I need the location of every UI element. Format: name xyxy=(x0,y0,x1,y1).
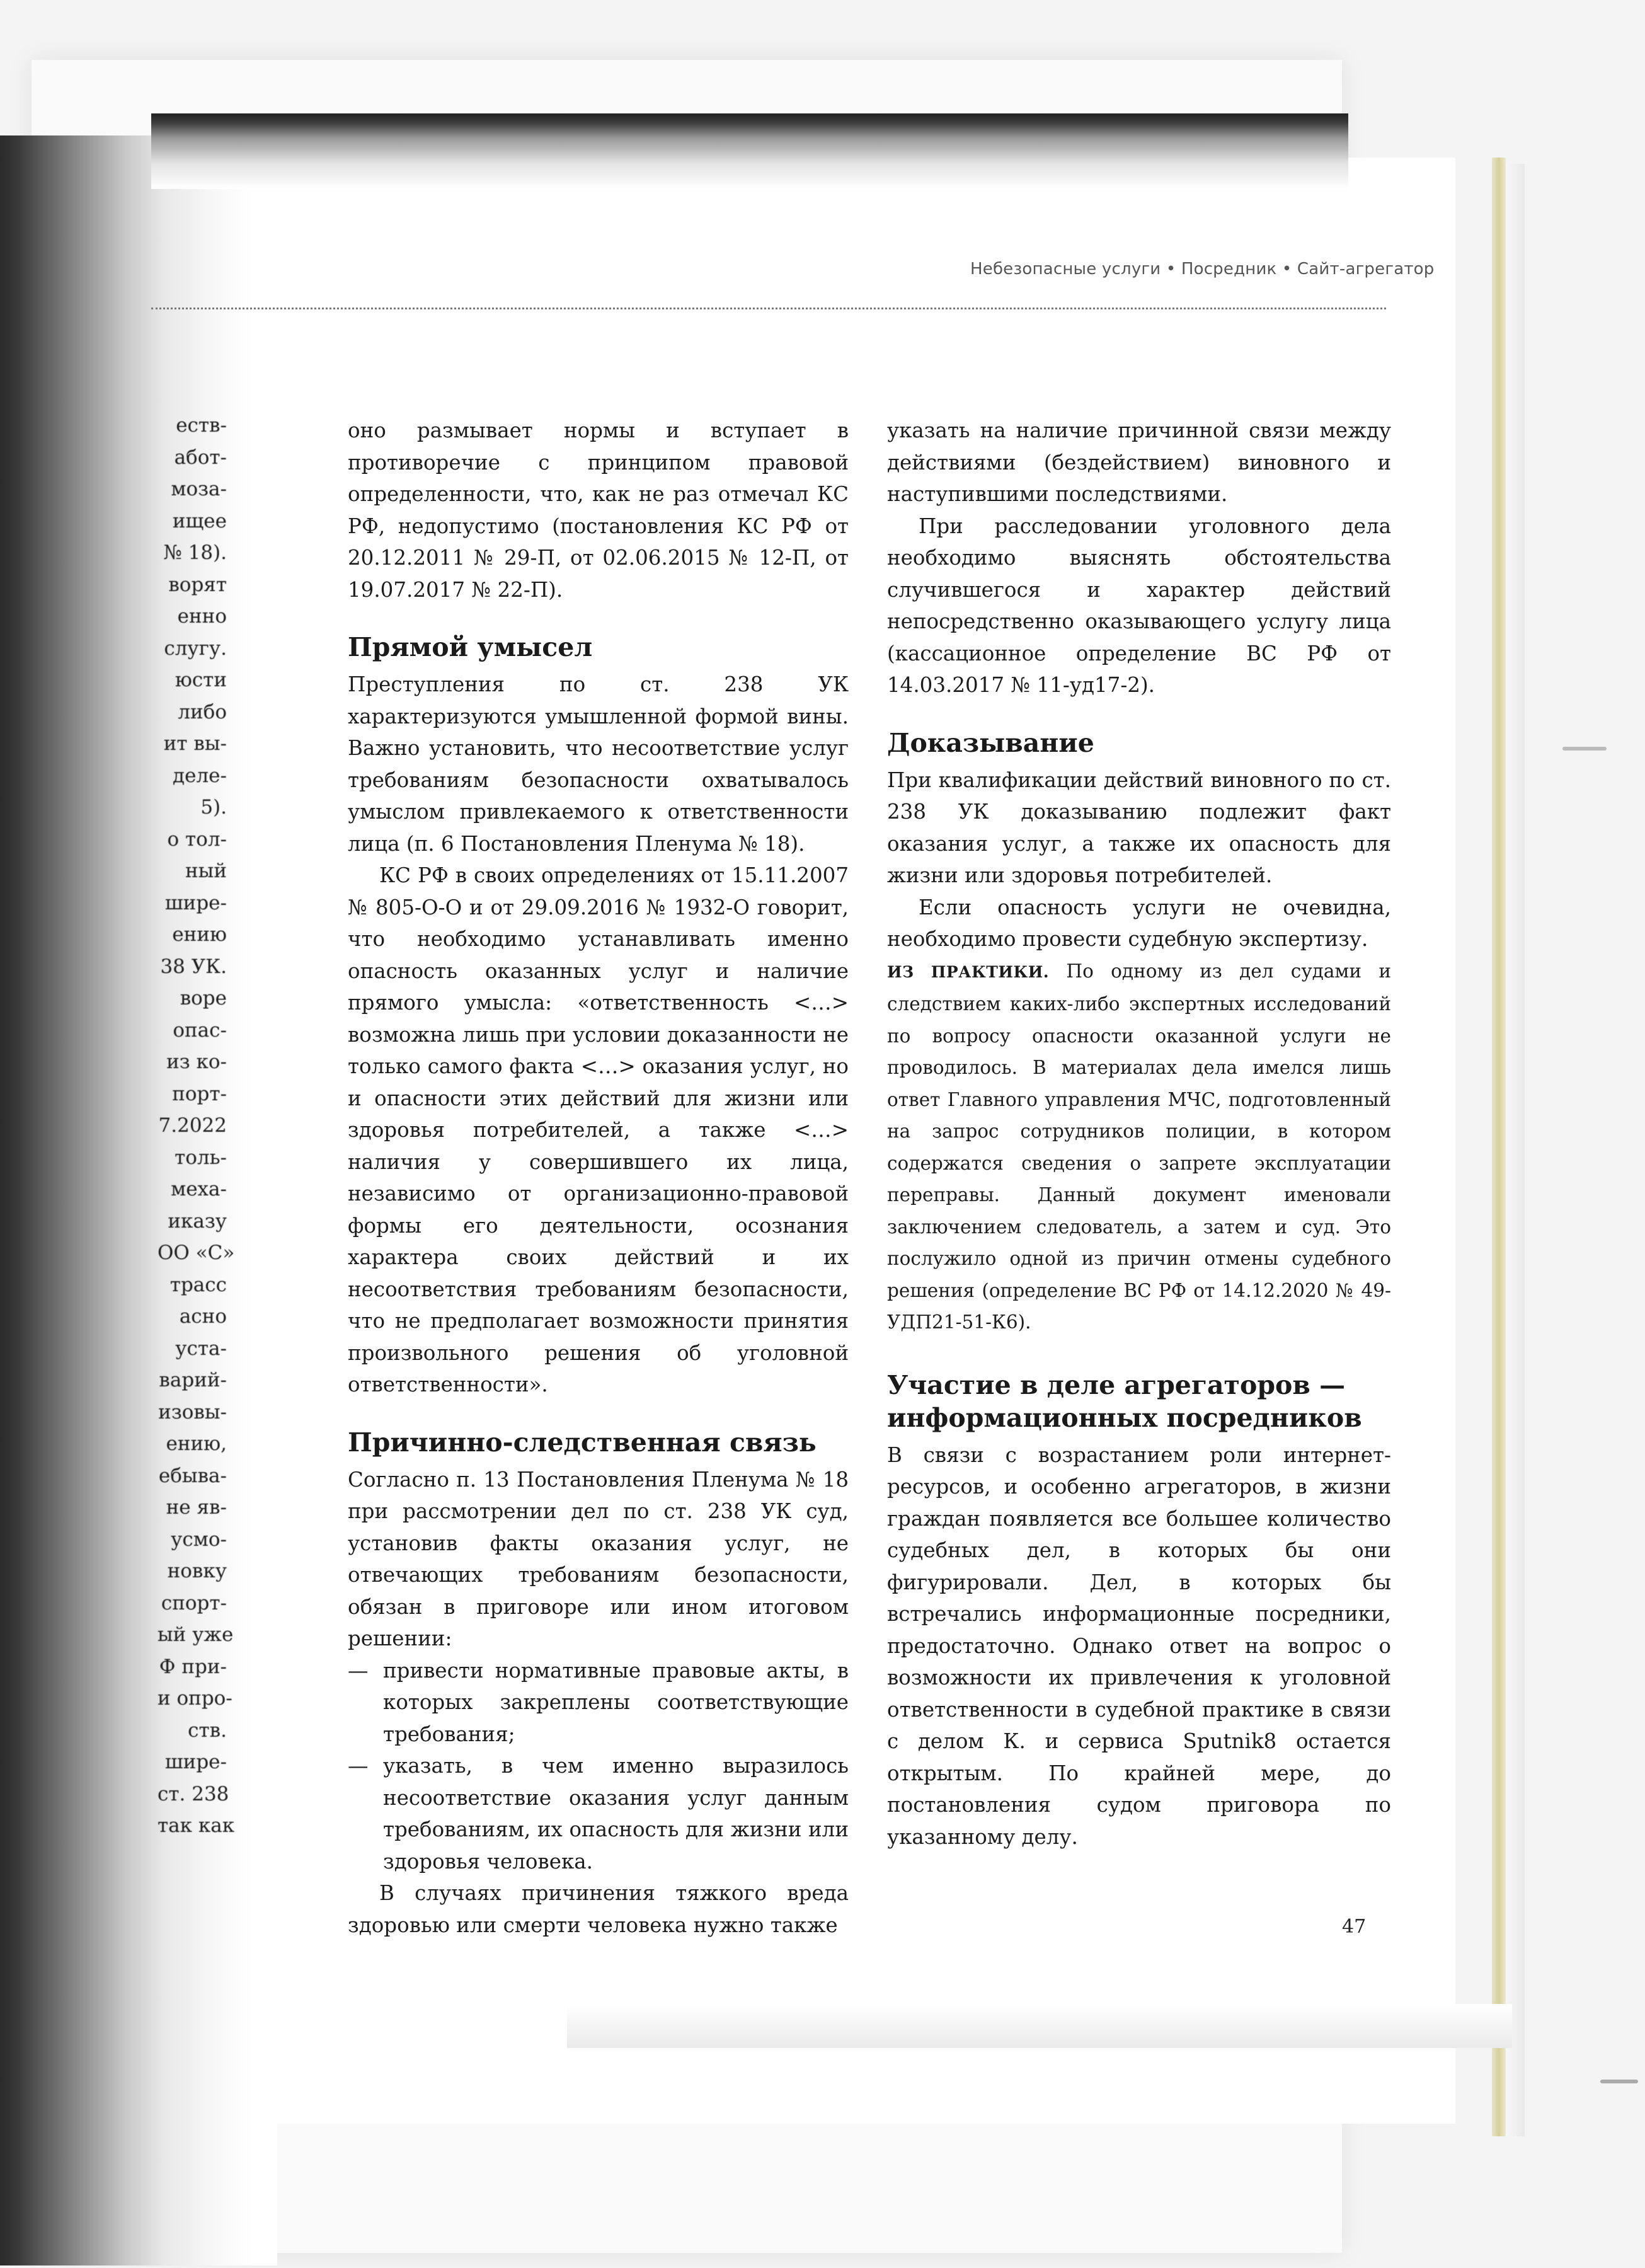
causal-paragraph-1: Согласно п. 13 Постановления Пленума № 18 при рассмотрении дел по ст. 238 УК суд, установив факты оказания услуг, не отвечающих требованиям безопасности, обязан в приговоре или ином итоговом решении: xyxy=(348,1467,849,1650)
prev-page-line: 5). xyxy=(200,796,227,819)
prev-page-line: опас- xyxy=(173,1018,227,1042)
prev-page-line: и опро- xyxy=(158,1687,232,1710)
page-number: 47 xyxy=(1342,1916,1367,1938)
aggregators-paragraph: В связи с возрастанием роли интернет-ресурсов, и особенно агрегаторов, в жизни граждан появляется все большее количество судебных дел, в которых бы они фигурировали. Дел, в которых бы встречались информационные посредники, предостаточно. Однако ответ на вопрос о возможности их привлечения к уголовной ответственности в судебной практике в связи с делом К. и сервиса Sputnik8 остается открытым. По крайней мере, до постановления судом приговора по указанному делу. xyxy=(887,1442,1391,1849)
previous-page-strip xyxy=(158,410,235,1859)
prev-page-line: еств- xyxy=(176,414,227,437)
prev-page-line: Ф при- xyxy=(159,1655,227,1678)
header-dotted-rule xyxy=(151,308,1386,309)
list-item-text: указать, в чем именно выразилось несоответствие оказания услуг данным требованиям, их опасность для жизни или здоровья человека. xyxy=(383,1754,849,1874)
prev-page-line: ворят xyxy=(168,573,227,596)
practice-text: По одному из дел судами и следствием каких-либо экспертных исследований по вопросу опасности оказанной услуги не проводилось. В материалах дела имелся лишь ответ Главного управления МЧС, подготовленный на запрос сотрудников полиции, в котором содержатся сведения о запрете эксплуатации переправы. Данный документ именовали заключением следователь, а затем и суд. Это послужило одной из причин отмены судебного решения (определение ВС РФ от 14.12.2020 № 49-УДП21-51-К6). xyxy=(887,960,1391,1333)
prev-page-line: шире- xyxy=(164,891,227,914)
prev-page-line: либо xyxy=(178,700,227,723)
prev-page-line: ит вы- xyxy=(163,732,227,755)
list-item-text: привести нормативные правовые акты, в которых закреплены соответствующие требования; xyxy=(383,1658,849,1746)
investigation-paragraph: При расследовании уголовного дела необходимо выяснять обстоятельства случившегося и характер действий непосредственно оказывающего услугу лица (кассационное определение ВС РФ от 14.03.2017 № 11-уд17-2). xyxy=(887,514,1391,697)
prev-page-line: изовы- xyxy=(158,1400,227,1424)
prev-page-line: не яв- xyxy=(166,1496,227,1519)
prev-page-line: ОО «С» xyxy=(158,1241,235,1264)
prev-page-line: юсти xyxy=(175,669,227,691)
prev-page-line: трасс xyxy=(169,1273,227,1296)
binding-shadow xyxy=(0,135,277,2265)
page-edge-right xyxy=(1492,158,1506,2136)
prev-page-line: ению, xyxy=(166,1432,227,1455)
scan-mark xyxy=(1600,2080,1638,2083)
prev-page-line: деле- xyxy=(173,764,227,787)
prev-page-line: ебыва- xyxy=(158,1464,227,1487)
proof-paragraph-1: При квалификации действий виновного по ст. 238 УК доказыванию подлежит факт оказания услуг, а также их опасность для жизни или здоровья потребителей. xyxy=(887,768,1391,887)
heading-proof: Доказывание xyxy=(887,727,1094,758)
intent-paragraph-1: Преступления по ст. 238 УК характеризуются умышленной формой вины. Важно установить, что несоответствие услуг требованиям безопасности охватывалось умыслом привлекаемого к ответственности лица (п. 6 Постановления Пленума № 18). xyxy=(348,672,849,856)
prev-page-line: 7.2022 xyxy=(158,1114,227,1137)
prev-page-line: уста- xyxy=(175,1337,227,1360)
prev-page-line: № 18). xyxy=(163,541,227,564)
prev-page-line: абот- xyxy=(174,446,227,469)
prev-page-line: ств. xyxy=(188,1718,227,1742)
intro-paragraph: оно размывает нормы и вступает в противоречие с принципом правовой определенности, что, как не раз отмечал КС РФ, недопустимо (постановления КС РФ от 20.12.2011 № 29-П, от 02.06.2015 № 12-П, от 19.07.2017 № 22-П). xyxy=(348,418,849,602)
running-header: Небезопасные услуги • Посредник • Сайт-агрегатор xyxy=(970,260,1435,279)
prev-page-line: ст. 238 xyxy=(158,1782,229,1805)
list-item xyxy=(348,1655,849,1751)
scan-mark xyxy=(1562,747,1607,751)
list-item xyxy=(348,1750,849,1877)
prev-page-line: шире- xyxy=(164,1751,227,1773)
prev-page-line: асно xyxy=(179,1305,227,1328)
prev-page-line: ый уже xyxy=(158,1623,234,1646)
prev-page-line: усмо- xyxy=(171,1528,227,1551)
prev-page-line: так как xyxy=(158,1814,235,1837)
prev-page-line: слугу. xyxy=(164,636,227,660)
right-column xyxy=(887,415,1391,1853)
prev-page-line: спорт- xyxy=(161,1591,227,1615)
dash-marker: — xyxy=(348,1658,369,1683)
practice-tag: ИЗ ПРАКТИКИ. xyxy=(887,962,1050,981)
prev-page-line: из ко- xyxy=(166,1051,227,1073)
practice-box xyxy=(887,955,1391,1338)
left-column xyxy=(348,415,849,1941)
prev-page-line: иказу xyxy=(168,1209,227,1233)
prev-page-line: толь- xyxy=(175,1146,227,1169)
page-edge-stack xyxy=(1506,164,1525,2136)
requirements-list xyxy=(348,1655,849,1878)
prev-page-line: меха- xyxy=(171,1178,227,1200)
prev-page-line: ищее xyxy=(172,509,227,532)
prev-page-line: порт- xyxy=(172,1082,227,1105)
prev-page-line: 38 УК. xyxy=(160,955,227,978)
prev-page-line: новку xyxy=(167,1560,227,1582)
prev-page-line: ению xyxy=(172,923,227,946)
page-edge-bottom xyxy=(567,2004,1512,2048)
dash-marker: — xyxy=(348,1754,369,1778)
intent-paragraph-2: КС РФ в своих определениях от 15.11.2007 № 805-О-О и от 29.09.2016 № 1932-О говорит, что необходимо устанавливать именно опасность оказанных услуг и наличие прямого умысла: «ответственность <…> возможна лишь при условии доказанности не только самого факта <…> оказания услуг, но и опасности этих действий для жизни или здоровья потребителей, а также <…> наличия у совершившего их лица, независимо от организационно-правовой формы его деятельности, осознания характера своих действий и их несоответствия требованиям безопасности, что не предполагает возможности принятия произвольного решения об уголовной ответственности». xyxy=(348,863,849,1396)
proof-paragraph-2: Если опасность услуги не очевидна, необходимо провести судебную экспертизу. xyxy=(887,895,1391,951)
prev-page-line: енно xyxy=(177,605,227,628)
causal-paragraph-2: В случаях причинения тяжкого вреда здоровью или смерти человека нужно также xyxy=(348,1881,849,1937)
continuation-paragraph: указать на наличие причинной связи между действиями (бездействием) виновного и наступившими последствиями. xyxy=(887,418,1391,506)
heading-aggregators: Участие в деле агрегаторов — информационных посредников xyxy=(887,1369,1362,1433)
prev-page-line: ный xyxy=(185,860,227,882)
prev-page-line: о тол- xyxy=(167,827,227,851)
page-top-shadow xyxy=(151,113,1348,189)
heading-causal-link: Причинно-следственная связь xyxy=(348,1427,817,1458)
heading-direct-intent: Прямой умысел xyxy=(348,632,593,662)
prev-page-line: воре xyxy=(180,987,227,1010)
prev-page-line: моза- xyxy=(171,478,227,500)
prev-page-line: варий- xyxy=(159,1369,227,1391)
